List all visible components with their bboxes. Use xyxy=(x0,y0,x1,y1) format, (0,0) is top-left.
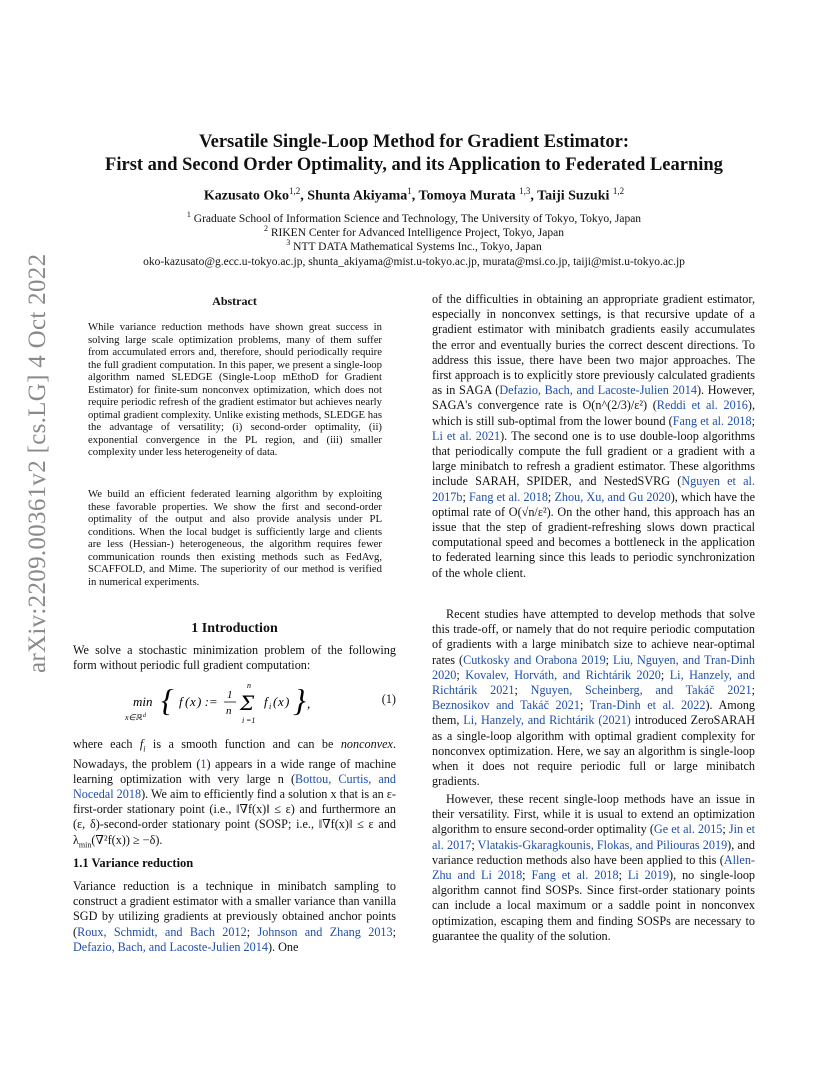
text-run: of the difficulties in obtaining an appropriate gradient estimator, especially in nonconvex settings, is that recursive update of a gradient estimator with minibatch gradients easily accumulates the error and eventually buries the correct descent directions. To address this issue, there have been two major approaches. The first approach is to explicitly store previously calculated gradients as in SAGA ( xyxy=(432,292,755,398)
text-run: where each xyxy=(73,737,140,751)
affiliation-sup: 3 xyxy=(286,238,291,247)
text-run: ; xyxy=(246,924,258,939)
author-separator: , xyxy=(300,188,308,204)
text-run: ). We aim to efficiently find a solution x that is an ε-first-order stationary point (i.e., ‖∇f(x)‖ ≤ ε) and furthermore an (ε, δ)-second-order stationary point (SOSP; i.e., ‖∇f(x)‖ ≤ ε and λ xyxy=(73,787,396,847)
affiliation-sup: 1 xyxy=(186,210,191,219)
right-paragraph-3: However, these recent single-loop methods have an issue in their versatility. First, while it is usual to extend an optimization algorithm to ensure second-order optimality (Ge et al. 2015; Jin et al. 2017; Vlatakis-Gkaragkounis, Flokas, and Piliouras 2019), and variance reduction methods also have been applied to this (Allen-Zhu and Li 2018; Fang et al. 2018; Li 2019), no single-loop algorithm cannot find SOSPs. Since first-order stationary points can include a local maximum or a saddle point in nonconvex optimization, escaping them and finding SOSPs are necessary to guarantee the quality of the solution. xyxy=(432,792,756,943)
affiliation-text: RIKEN Center for Advanced Intelligence Project, Tokyo, Japan xyxy=(270,226,564,239)
author-separator: , xyxy=(530,188,538,204)
variance-paragraph xyxy=(73,879,396,955)
abstract-paragraph-2: We build an efficient federated learning algorithm by exploiting these favorable properties. We show the first and second-order optimality of the output and also provide analysis under PL conditions. When the local budget is sufficiently large and clients are less (Hessian-) heterogeneous, the algorithm requires fewer communication rounds then existing methods such as FedAvg, SCAFFOLD, and Mime. The superiority of our method is verified in numerical experiments. xyxy=(88,488,382,588)
author-affil-sup: 1 xyxy=(407,186,412,196)
citation-link[interactable]: Fang et al. 2018 xyxy=(469,489,548,504)
abstract-heading: Abstract xyxy=(212,294,257,308)
text-run: ). One xyxy=(267,939,299,954)
affiliation-text: Graduate School of Information Science and Technology, The University of Tokyo, Tokyo, Japan xyxy=(193,212,642,225)
author-affil-sup: 1,3 xyxy=(519,186,531,196)
svg-text:i: i xyxy=(242,716,245,725)
text-run: ). The second one is to use double-loop algorithms that periodically compute the full gradient or a gradient with a large minibatch to refresh a gradient estimator. These algorithms include SARAH, SPIDER, and NestedSVRG ( xyxy=(432,428,756,489)
svg-text:i: i xyxy=(269,702,272,711)
intro-paragraph-2: where each $f_i$ is a smooth function and can be nonconvex. Nowadays, the problem (1) appears in a wide range of machine learning optimization with very large n (Bottou, Curtis, and Nocedal 2018). We aim to efficiently find a solution x that is an ε-first-order stationary point (i.e., ‖∇f(x)‖ ≤ ε) and furthermore an (ε, δ)-second-order stationary point (SOSP; i.e., ‖∇f(x)‖ ≤ ε and $\lambda_{min}(\nabla^2f(x)) \ge -\delta$). xyxy=(73,737,396,850)
svg-text:(: ( xyxy=(185,694,190,709)
citation-link[interactable]: Vlatakis-Gkaragkounis, Flokas, and Piliouras 2019 xyxy=(477,837,728,852)
svg-text:Σ: Σ xyxy=(240,691,255,715)
text-run: ). Among them, xyxy=(432,698,756,728)
citation-link[interactable]: Allen-Zhu and Li 2018 xyxy=(432,852,755,883)
subscript-min: min xyxy=(78,840,92,850)
text-run: ). However, SAGA's convergence rate is O(n^(2/3)/ε²) ( xyxy=(432,383,755,413)
author-name: Taiji Suzuki xyxy=(537,188,610,204)
author-name: Tomoya Murata xyxy=(418,188,516,204)
equation-number: (1) xyxy=(381,692,396,706)
section-heading-introduction: 1 Introduction xyxy=(191,621,278,636)
citation-link[interactable]: Li 2019 xyxy=(627,868,670,883)
citation-link[interactable]: Defazio, Bach, and Lacoste-Julien 2014 xyxy=(73,939,268,954)
svg-text:n: n xyxy=(226,705,232,717)
svg-text:=1: =1 xyxy=(246,716,256,725)
citation-link[interactable]: Bottou, Curtis, and Nocedal 2018 xyxy=(73,771,396,802)
text-run: ; xyxy=(392,924,397,939)
right-paragraph-2: Recent studies have attempted to develop methods that solve this trade-off, or namely that do not require periodic computation of gradients with a large minibatch size to achieve near-optimal rates (Cutkosky and Orabona 2019; Liu, Nguyen, and Tran-Dinh 2020; Kovalev, Horváth, and Richtárik 2020; Li, Hanzely, and Richtárik 2021; Nguyen, Scheinberg, and Takáč 2021; Beznosikov and Takáč 2021; Tran-Dinh et al. 2022). Among them, Li, Hanzely, and Richtárik (2021) introduced ZeroSARAH as a single-loop algorithm with optimal gradient complexity for nonconvex optimization. Here, we say an algorithm is single-loop when it does not require periodic full or large minibatch gradients. xyxy=(432,607,756,789)
citation-link[interactable]: Liu, Nguyen, and Tran-Dinh 2020 xyxy=(432,652,755,682)
text-run: Variance reduction is a technique in minibatch sampling to construct a gradient estimator with a smaller variance than vanilla SGD by utilizing gradients at previously obtained anchor points ( xyxy=(73,879,396,939)
citation-link[interactable]: Jin et al. 2017 xyxy=(432,822,755,852)
citation-link[interactable]: Johnson and Zhang 2013 xyxy=(257,924,393,939)
text-run: ), no single-loop algorithm cannot find SOSPs. Since first-order stationary points can include a local maximum or a saddle point in nonconvex optimization, escaping them and finding SOSPs are necessary to guarantee the quality of the solution. xyxy=(432,868,756,943)
text-run: is a smooth function and can be xyxy=(145,737,341,751)
citation-link[interactable]: Fang et al. 2018 xyxy=(672,413,752,428)
citation-link[interactable]: Li, Hanzely, and Richtárik 2021 xyxy=(432,667,755,698)
svg-text:) :=: ) := xyxy=(197,694,218,709)
title-line-1: Versatile Single-Loop Method for Gradient Estimator: xyxy=(198,132,630,152)
paper-title xyxy=(60,131,768,177)
citation-link[interactable]: Zhou, Xu, and Gu 2020 xyxy=(554,489,671,504)
text-run: (∇²f(x)) ≥ −δ). xyxy=(91,832,163,847)
author-emails: oko-kazusato@g.ecc.u-tokyo.ac.jp, shunta_akiyama@mist.u-tokyo.ac.jp, murata@msi.co.jp, taiji@mist.u-tokyo.ac.jp xyxy=(143,256,685,268)
affiliation-3 xyxy=(60,238,768,253)
citation-link[interactable]: Tran-Dinh et al. 2022 xyxy=(589,698,706,713)
svg-text:f: f xyxy=(179,694,183,709)
citation-link[interactable]: Ge et al. 2015 xyxy=(653,822,723,837)
affiliation-text: NTT DATA Mathematical Systems Inc., Tokyo, Japan xyxy=(293,240,542,253)
text-run: Recent studies have attempted to develop methods that solve this trade-off, or namely that do not require periodic computation of gradients with a large minibatch size to achieve near-optimal rates ( xyxy=(432,607,755,667)
citation-link[interactable]: Reddi et al. 2016 xyxy=(656,398,748,413)
equation-1 xyxy=(73,678,396,725)
citation-link[interactable]: Li, Hanzely, and Richtárik (2021) xyxy=(463,713,631,728)
svg-text:min: min xyxy=(133,694,153,709)
equation-reference-link[interactable]: 1 xyxy=(200,756,207,771)
svg-text:x∈ℝ: x∈ℝ xyxy=(125,713,142,722)
text-run: ), and variance reduction methods also have been applied to this ( xyxy=(432,837,756,867)
svg-text:{: { xyxy=(161,682,174,718)
text-run: However, these recent single-loop methods have an issue in their versatility. First, while it is usual to extend an optimization algorithm to ensure second-order optimality ( xyxy=(432,792,755,837)
svg-text:n: n xyxy=(247,681,251,690)
citation-link[interactable]: Fang et al. 2018 xyxy=(531,868,619,883)
svg-text:1: 1 xyxy=(227,689,233,701)
right-paragraph-1: of the difficulties in obtaining an appropriate gradient estimator, especially in nonconvex settings, is that recursive update of a gradient estimator with minibatch gradients easily accumulates the error and eventually buries the correct descent directions. To address this issue, there have been two major approaches. The first approach is to explicitly store previously calculated gradients as in SAGA (Defazio, Bach, and Lacoste-Julien 2014). However, SAGA's convergence rate is O(n^(2/3)/ε²) (Reddi et al. 2016), which is still sub-optimal from the lower bound (Fang et al. 2018; Li et al. 2021). The second one is to use double-loop algorithms that periodically compute the full gradient or a gradient with a large minibatch to refresh a gradient estimator. These algorithms include SARAH, SPIDER, and NestedSVRG (Nguyen et al. 2017b; Fang et al. 2018; Zhou, Xu, and Gu 2020), which have the optimal rate of O(√n/ε²). On the other hand, this approach has an issue that the step of gradient-refreshing slows down practical computational speed and becomes a bottleneck in the application to federated learning since this leads to periodic synchronization of the whole client. xyxy=(432,292,756,580)
citation-link[interactable]: Roux, Schmidt, and Bach 2012 xyxy=(77,924,247,939)
svg-text:d: d xyxy=(143,713,146,719)
text-run: introduced ZeroSARAH as a single-loop algorithm with optimal gradient complexity for nonconvex optimization. Here, we say an algorithm is single-loop when it does not require periodic full or large minibatch gradients. xyxy=(432,713,755,789)
svg-text:f: f xyxy=(264,694,268,709)
citation-link[interactable]: Nguyen et al. 2017b xyxy=(432,474,755,504)
abstract-paragraph-1: While variance reduction methods have shown great success in solving large scale optimization problems, many of them suffer from accumulated errors and, therefore, should periodically require the full gradient computation. In this paper, we present a single-loop algorithm named SLEDGE (Single-Loop mEthoD for Gradient Estimator) for finite-sum nonconvex optimization, which does not require periodic refresh of the gradient estimator but achieves nearly optimal gradient complexity. Unlike existing methods, SLEDGE has the advantage of versatility; (i) second-order optimality, (ii) exponential convergence in the PL region, and (iii) smaller complexity under less heterogeneity of data. xyxy=(88,321,382,458)
svg-text:(: ( xyxy=(273,694,278,709)
author-name: Shunta Akiyama xyxy=(307,188,408,204)
citation-link[interactable]: Nguyen, Scheinberg, and Takáč 2021 xyxy=(530,683,752,698)
author-affil-sup: 1,2 xyxy=(289,186,301,196)
subsection-heading-variance-reduction: 1.1 Variance reduction xyxy=(73,856,194,870)
citation-link[interactable]: Kovalev, Horváth, and Richtárik 2020 xyxy=(465,667,661,682)
text-run: ; xyxy=(751,413,756,428)
author-list xyxy=(60,186,768,205)
text-run: ), which is still sub-optimal from the lower bound ( xyxy=(432,398,755,428)
text-run: ), which have the optimal rate of O(√n/ε²). On the other hand, this approach has an issue that the step of gradient-refreshing slows down practical computational speed and becomes a bottleneck in the application to federated learning since this leads to periodic synchronization of the whole client. xyxy=(432,489,756,580)
svg-text:): ) xyxy=(285,694,290,709)
affiliation-2 xyxy=(60,224,768,239)
author-affil-sup: 1,2 xyxy=(612,186,625,196)
svg-text:}: } xyxy=(293,682,306,718)
citation-link[interactable]: Beznosikov and Takáč 2021 xyxy=(432,698,580,713)
citation-link[interactable]: Defazio, Bach, and Lacoste-Julien 2014 xyxy=(499,383,697,398)
emphasis-nonconvex: nonconvex xyxy=(340,737,393,751)
math-symbol: f xyxy=(139,737,144,751)
svg-text:x: x xyxy=(278,694,284,709)
arxiv-identifier-stamp: arXiv:2209.00361v2 [cs.LG] 4 Oct 2022 xyxy=(24,253,51,673)
author-separator: , xyxy=(411,188,419,204)
author-name: Kazusato Oko xyxy=(203,188,290,204)
text-run: ) appears in a wide range of machine learning optimization with very large n ( xyxy=(73,756,396,786)
svg-text:x: x xyxy=(190,694,196,709)
title-line-2: First and Second Order Optimality, and its Application to Federated Learning xyxy=(105,155,723,175)
minimization-formula xyxy=(123,678,373,728)
citation-link[interactable]: Li et al. 2021 xyxy=(432,428,501,443)
intro-paragraph-1: We solve a stochastic minimization problem of the following form without periodic full gradient computation: xyxy=(73,643,396,673)
svg-text:,: , xyxy=(307,696,311,711)
affiliation-1 xyxy=(60,210,768,225)
text-run: . Nowadays, the problem ( xyxy=(73,737,396,771)
citation-link[interactable]: Cutkosky and Orabona 2019 xyxy=(463,652,606,667)
affiliation-sup: 2 xyxy=(264,224,268,233)
